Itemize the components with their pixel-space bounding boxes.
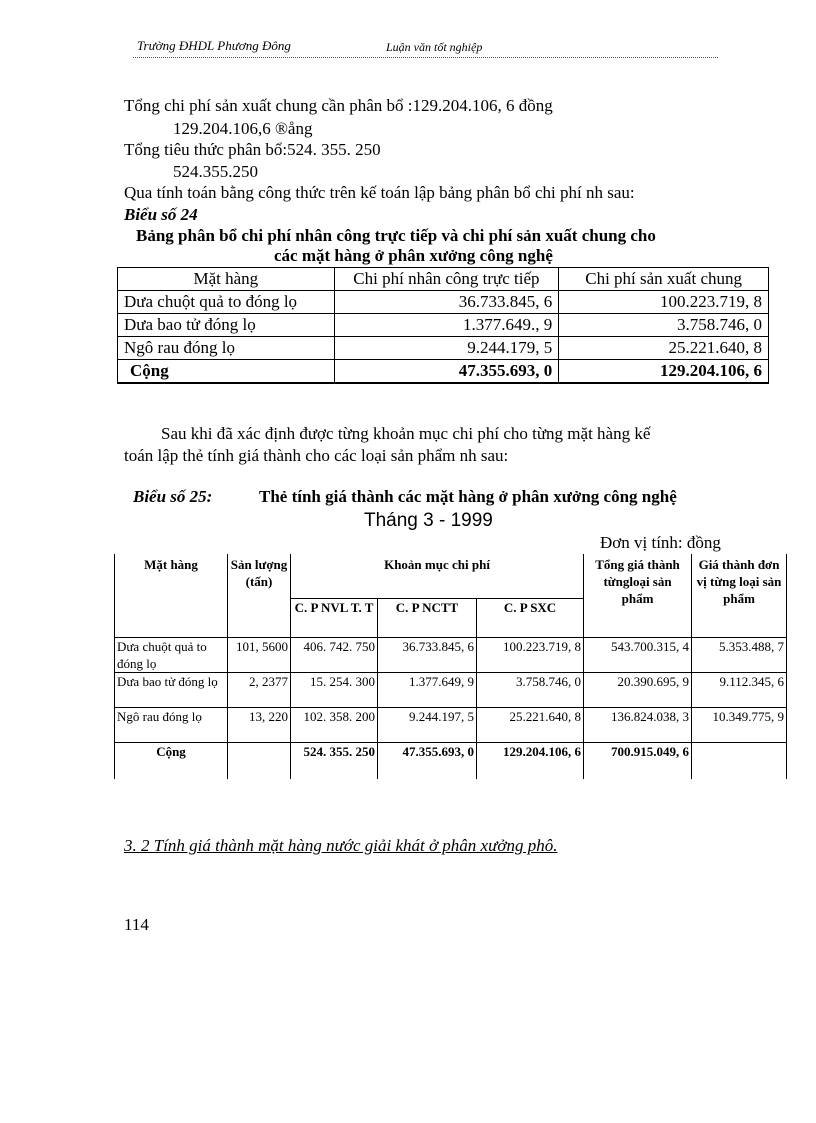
header-doc-type: Luận văn tốt nghiệp <box>386 40 483 54</box>
table-row <box>115 708 787 743</box>
table25-header-nvl: C. P NVL T. T <box>291 599 378 638</box>
table24-total-overhead: 129.204.106, 6 <box>559 360 769 384</box>
table25-cell-sxc: 25.221.640, 8 <box>477 708 584 743</box>
table24-header-overhead: Chi phí sản xuất chung <box>559 268 769 291</box>
table25-header-qty: Sản lượng (tấn) <box>228 554 291 638</box>
table24-label: Biểu số 24 <box>124 205 198 224</box>
table25-cell-item: Dưa chuột quả to đóng lọ <box>115 638 228 673</box>
para2-line-1: Sau khi đã xác định được từng khoản mục chi phí cho từng mặt hàng kế <box>161 424 651 443</box>
table25-label: Biểu số 25: <box>133 487 213 506</box>
table24-title-line-1: Bảng phân bổ chi phí nhân công trực tiếp và chi phí sản xuất chung cho <box>136 226 656 245</box>
table25-cell-unit-cost: 10.349.775, 9 <box>692 708 787 743</box>
table25-cell-ncct: 1.377.649, 9 <box>378 673 477 708</box>
table25-cell-unit-cost: 9.112.345, 6 <box>692 673 787 708</box>
table24-cell-overhead: 3.758.746, 0 <box>559 314 769 337</box>
table24-header-labor: Chi phí nhân công trực tiếp <box>334 268 559 291</box>
table25-total-sxc: 129.204.106, 6 <box>477 743 584 780</box>
table25-total-unit-cost <box>692 743 787 780</box>
table24-total-row <box>118 360 769 384</box>
table25-cell-sxc: 3.758.746, 0 <box>477 673 584 708</box>
table25-header-item: Mặt hàng <box>115 554 228 638</box>
table25-total-total: 700.915.049, 6 <box>584 743 692 780</box>
table25-cell-total: 136.824.038, 3 <box>584 708 692 743</box>
para2-line-2: toán lập thẻ tính giá thành cho các loại sản phẩm nh sau: <box>124 446 509 465</box>
table-row <box>115 673 787 708</box>
table-row <box>118 337 769 360</box>
table25-header-unit-cost: Giá thành đơn vị từng loại sản phẩm <box>692 554 787 638</box>
table24-total-labor: 47.355.693, 0 <box>334 360 559 384</box>
table-row <box>118 291 769 314</box>
intro-line-1: Tổng chi phí sản xuất chung cần phân bổ :129.204.106, 6 đồng <box>124 96 553 115</box>
table25-cell-unit-cost: 5.353.488, 7 <box>692 638 787 673</box>
table25-title: Thẻ tính giá thành các mặt hàng ở phân xưởng công nghệ <box>259 487 677 506</box>
table25 <box>114 554 787 779</box>
table25-cell-nvl: 102. 358. 200 <box>291 708 378 743</box>
header-divider <box>133 57 718 58</box>
intro-line-5: Qua tính toán bằng công thức trên kế toán lập bảng phân bổ chi phí nh sau: <box>124 183 635 202</box>
table24-cell-labor: 1.377.649., 9 <box>334 314 559 337</box>
table25-cell-ncct: 36.733.845, 6 <box>378 638 477 673</box>
table25-cell-qty: 101, 5600 <box>228 638 291 673</box>
intro-line-3: Tổng tiêu thức phân bổ:524. 355. 250 <box>124 140 381 159</box>
table25-cell-item: Dưa bao tử đóng lọ <box>115 673 228 708</box>
table25-cell-total: 543.700.315, 4 <box>584 638 692 673</box>
table25-cell-nvl: 406. 742. 750 <box>291 638 378 673</box>
table25-total-row <box>115 743 787 780</box>
table24-total-label: Cộng <box>118 360 335 384</box>
table-row <box>118 314 769 337</box>
intro-line-2: 129.204.106,6 ®ång <box>173 119 313 138</box>
table25-total-nvl: 524. 355. 250 <box>291 743 378 780</box>
table24-cell-item: Dưa bao tử đóng lọ <box>118 314 335 337</box>
table24-title-line-2: các mặt hàng ở phân xưởng công nghệ <box>274 246 553 265</box>
table25-header-row <box>115 554 787 599</box>
table25-unit: Đơn vị tính: đồng <box>600 533 721 552</box>
table25-header-total: Tổng giá thành từngloại sản phẩm <box>584 554 692 638</box>
table24-cell-item: Ngô rau đóng lọ <box>118 337 335 360</box>
table24 <box>117 267 769 384</box>
intro-line-4: 524.355.250 <box>173 162 258 181</box>
table25-cell-qty: 2, 2377 <box>228 673 291 708</box>
table24-header-row <box>118 268 769 291</box>
table25-header-sxc: C. P SXC <box>477 599 584 638</box>
table25-cell-sxc: 100.223.719, 8 <box>477 638 584 673</box>
table24-cell-labor: 9.244.179, 5 <box>334 337 559 360</box>
table25-cell-total: 20.390.695, 9 <box>584 673 692 708</box>
table25-total-ncct: 47.355.693, 0 <box>378 743 477 780</box>
table-row <box>115 638 787 673</box>
table24-cell-overhead: 25.221.640, 8 <box>559 337 769 360</box>
table25-total-qty <box>228 743 291 780</box>
table24-header-item: Mặt hàng <box>118 268 335 291</box>
page-number: 114 <box>124 915 149 934</box>
table25-month: Tháng 3 - 1999 <box>364 510 493 531</box>
table25-cell-nvl: 15. 254. 300 <box>291 673 378 708</box>
table25-cell-item: Ngô rau đóng lọ <box>115 708 228 743</box>
table25-cell-qty: 13, 220 <box>228 708 291 743</box>
table24-cell-item: Dưa chuột quả to đóng lọ <box>118 291 335 314</box>
section-heading: 3. 2 Tính giá thành mặt hàng nước giải khát ở phân xưởng phô. <box>124 836 558 855</box>
header-school: Trường ĐHDL Phương Đông <box>137 38 291 53</box>
table25-header-cost-group: Khoản mục chi phí <box>291 554 584 599</box>
table24-cell-overhead: 100.223.719, 8 <box>559 291 769 314</box>
table25-total-label: Cộng <box>115 743 228 780</box>
table25-cell-ncct: 9.244.197, 5 <box>378 708 477 743</box>
table25-header-ncct: C. P NCTT <box>378 599 477 638</box>
table24-cell-labor: 36.733.845, 6 <box>334 291 559 314</box>
